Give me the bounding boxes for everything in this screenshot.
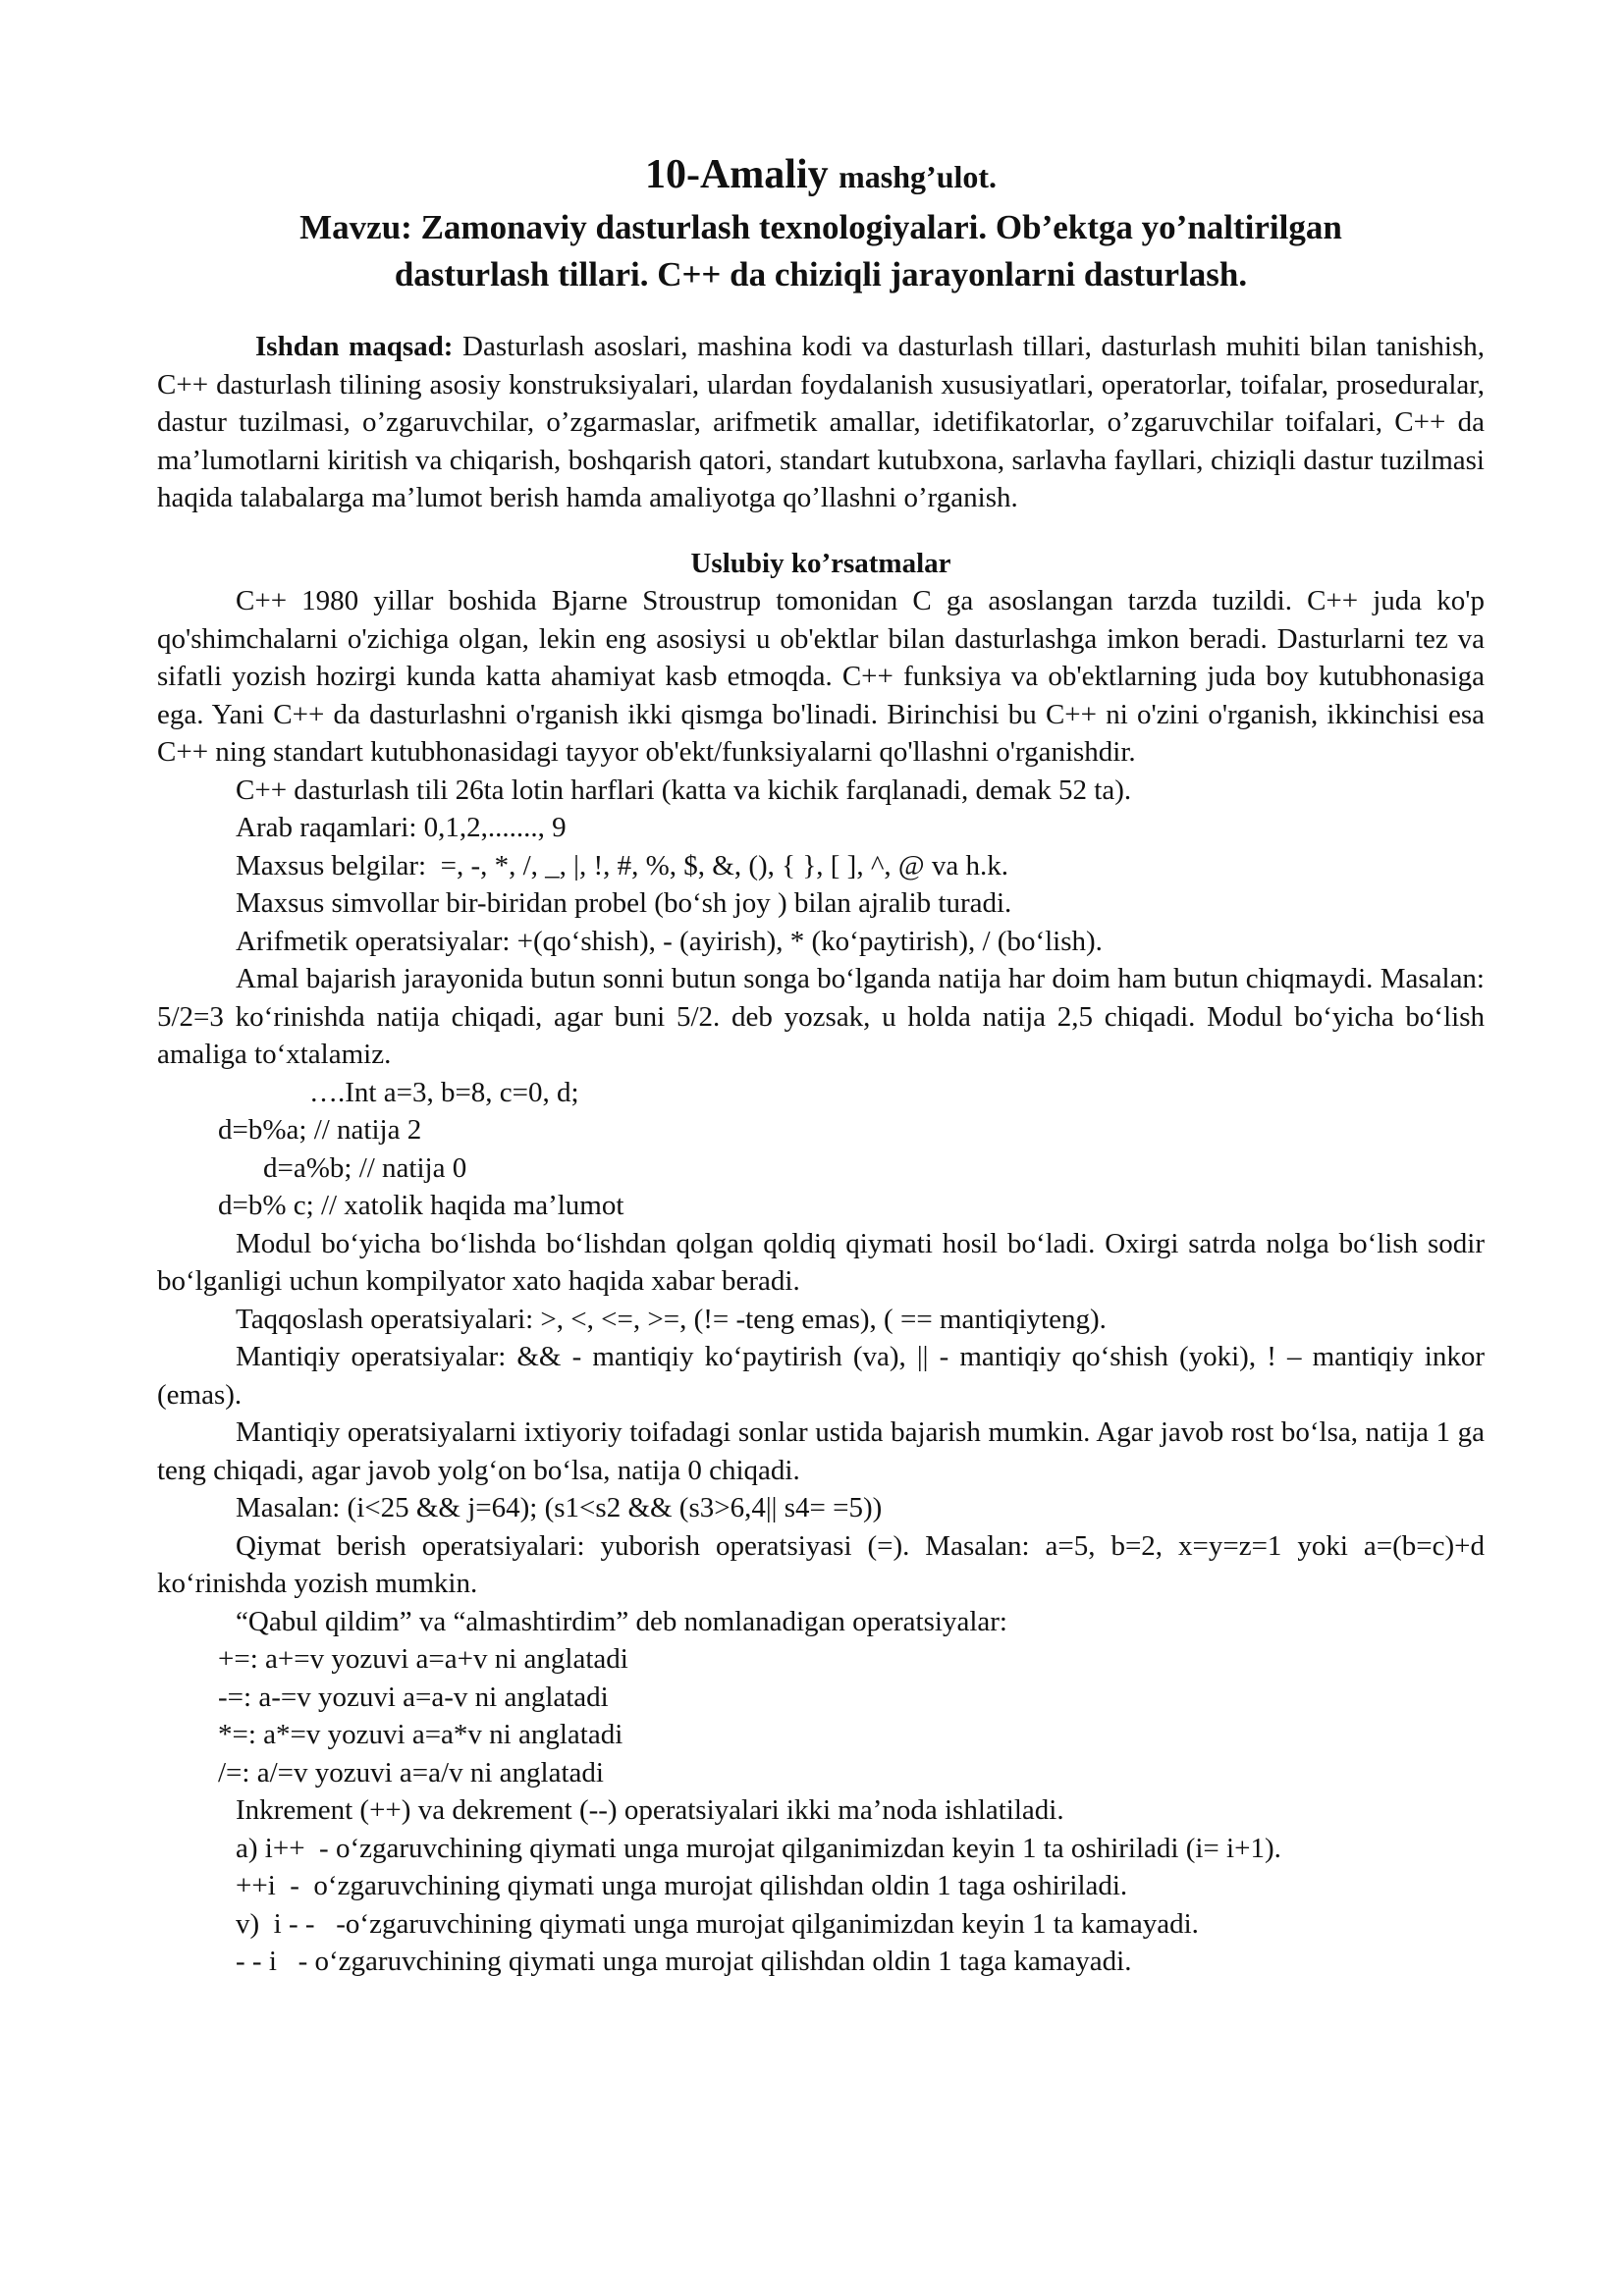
paragraph-example: Masalan: (i<25 && j=64); (s1<s2 && (s3>6,4|| s4= =5)) — [236, 1492, 883, 1523]
code-line: ….Int a=3, b=8, c=0, d; — [309, 1076, 579, 1108]
paragraph-assignment: Qiymat berish operatsiyalari: yuborish operatsiyasi (=). Masalan: a=5, b=2, x=y=z=1 yoki a=(b=c)+d ko‘rinishda yozish mumkin. — [157, 1529, 1485, 1599]
paragraph-comparison: Taqqoslash operatsiyalari: >, <, <=, >=, (!= -teng emas), ( == mantiqiyteng). — [236, 1303, 1107, 1335]
operator-line: -=: a-=v yozuvi a=a-v ni anglatadi — [218, 1681, 609, 1713]
document-page — [157, 147, 1485, 1981]
code-line: d=b%a; // natija 2 — [218, 1114, 422, 1146]
operator-line: /=: a/=v yozuvi a=a/v ni anglatadi — [218, 1756, 604, 1789]
title-line-1 — [157, 147, 1485, 204]
paragraph-symbols: Maxsus simvollar bir-biridan probel (bo‘sh joy ) bilan ajralib turadi. — [236, 887, 1012, 919]
paragraph-division: Amal bajarish jarayonida butun sonni butun songa bo‘lganda natija har doim ham butun chiqmaydi. Masalan: 5/2=3 ko‘rinishda natija chiqadi, agar buni 5/2. deb yozsak, u holda natija 2,5 chiqadi. Modul bo‘yicha bo‘lish amaliga to‘xtalamiz. — [157, 963, 1485, 1070]
purpose-label: Ishdan maqsad: — [255, 331, 454, 362]
paragraph-logical: Mantiqiy operatsiyalar: && - mantiqiy ko‘paytirish (va), || - mantiqiy qo‘shish (yoki), ! – mantiqiy inkor (emas). — [157, 1341, 1485, 1411]
operator-line: *=: a*=v yozuvi a=a*v ni anglatadi — [218, 1719, 623, 1750]
paragraph-modulo: Modul bo‘yicha bo‘lishda bo‘lishdan qolgan qoldiq qiymati hosil bo‘ladi. Oxirgi satrda nolga bo‘lish sodir bo‘lganligi uchun kompilyator xato haqida xabar beradi. — [157, 1227, 1485, 1297]
paragraph-arithmetic: Arifmetik operatsiyalar: +(qo‘shish), - (ayirish), * (ko‘paytirish), / (bo‘lish). — [236, 925, 1103, 957]
paragraph-intro: C++ 1980 yillar boshida Bjarne Stroustrup tomonidan C ga asoslangan tarzda tuzildi. C++ juda ko'p qo'shimchalarni o'zichiga olgan, lekin eng asosiysi u ob'ektlar bilan dasturlashga imkon beradi. Dasturlarni tez va sifatli yozish hozirgi kunda katta ahamiyat kasb etmoqda. C++ funksiya va ob'ektlarning juda boy kutubhonasiga ega. Yani C++ da dasturlashni o'rganish ikki qismga bo'linadi. Birinchisi bu C++ ni o'zini o'rganish, ikkinchisi esa C++ ning standart kutubhonasidagi tayyor ob'ekt/funksiyalarni qo'llashni o'rganishdir. — [157, 585, 1485, 768]
title-sub: mashg’ulot. — [839, 159, 998, 194]
decrement-line: - - i - o‘zgaruvchining qiymati unga murojat qilishdan oldin 1 taga kamayadi. — [236, 1946, 1132, 1977]
paragraph-digits: Arab raqamlari: 0,1,2,......., 9 — [236, 812, 567, 843]
title-main: 10-Amaliy — [644, 152, 829, 197]
title-line-2: Mavzu: Zamonaviy dasturlash texnologiyalari. Ob’ektga yo’naltirilgan — [299, 208, 1342, 246]
title-line-3: dasturlash tillari. C++ da chiziqli jarayonlarni dasturlash. — [394, 255, 1248, 294]
paragraph-logical-types: Mantiqiy operatsiyalarni ixtiyoriy toifadagi sonlar ustida bajarish mumkin. Agar javob rost bo‘lsa, natija 1 ga teng chiqadi, agar javob yolg‘on bo‘lsa, natija 0 chiqadi. — [157, 1416, 1485, 1486]
code-line: d=b% c; // xatolik haqida ma’lumot — [218, 1190, 624, 1221]
title-block — [157, 147, 1485, 298]
increment-line: ++i - o‘zgaruvchining qiymati unga murojat qilishdan oldin 1 taga oshiriladi. — [236, 1870, 1128, 1901]
purpose-paragraph — [157, 328, 1485, 517]
paragraph-letters: C++ dasturlash tili 26ta lotin harflari (katta va kichik farqlanadi, demak 52 ta). — [236, 774, 1132, 806]
purpose-text: Dasturlash asoslari, mashina kodi va dasturlash tillari, dasturlash muhiti bilan tanishish, C++ dasturlash tilining asosiy konstruksiyalari, ulardan foydalanish xususiyatlari, operatorlar, toifalar, proseduralar, dastur tuzilmasi, o’zgaruvchilar, o’zgarmaslar, arifmetik amallar, idetifikatorlar, o’zgaruvchilar toifalari, C++ da ma’lumotlarni kiritish va chiqarish, boshqarish qatori, standart kutubxona, sarlavha fayllari, chiziqli dastur tuzilmasi haqida talabalarga ma’lumot berish hamda amaliyotga qo’llashni o’rganish. — [157, 331, 1485, 513]
code-line: d=a%b; // natija 0 — [263, 1151, 467, 1184]
decrement-line: v) i - - -o‘zgaruvchining qiymati unga murojat qilganimizdan keyin 1 ta kamayadi. — [236, 1907, 1199, 1940]
paragraph-compound-ops: “Qabul qildim” va “almashtirdim” deb nomlanadigan operatsiyalar: — [236, 1605, 1007, 1637]
section-heading: Uslubiy ko’rsatmalar — [690, 547, 951, 579]
operator-line: +=: a+=v yozuvi a=a+v ni anglatadi — [218, 1643, 628, 1675]
paragraph-increment: Inkrement (++) va dekrement (--) operatsiyalari ikki ma’noda ishlatiladi. — [236, 1794, 1064, 1826]
paragraph-special-chars: Maxsus belgilar: =, -, *, /, _, |, !, #, %, $, &, (), { }, [ ], ^, @ va h.k. — [236, 849, 1009, 881]
increment-line: a) i++ - o‘zgaruvchining qiymati unga murojat qilganimizdan keyin 1 ta oshiriladi (i= i+1). — [236, 1832, 1281, 1864]
